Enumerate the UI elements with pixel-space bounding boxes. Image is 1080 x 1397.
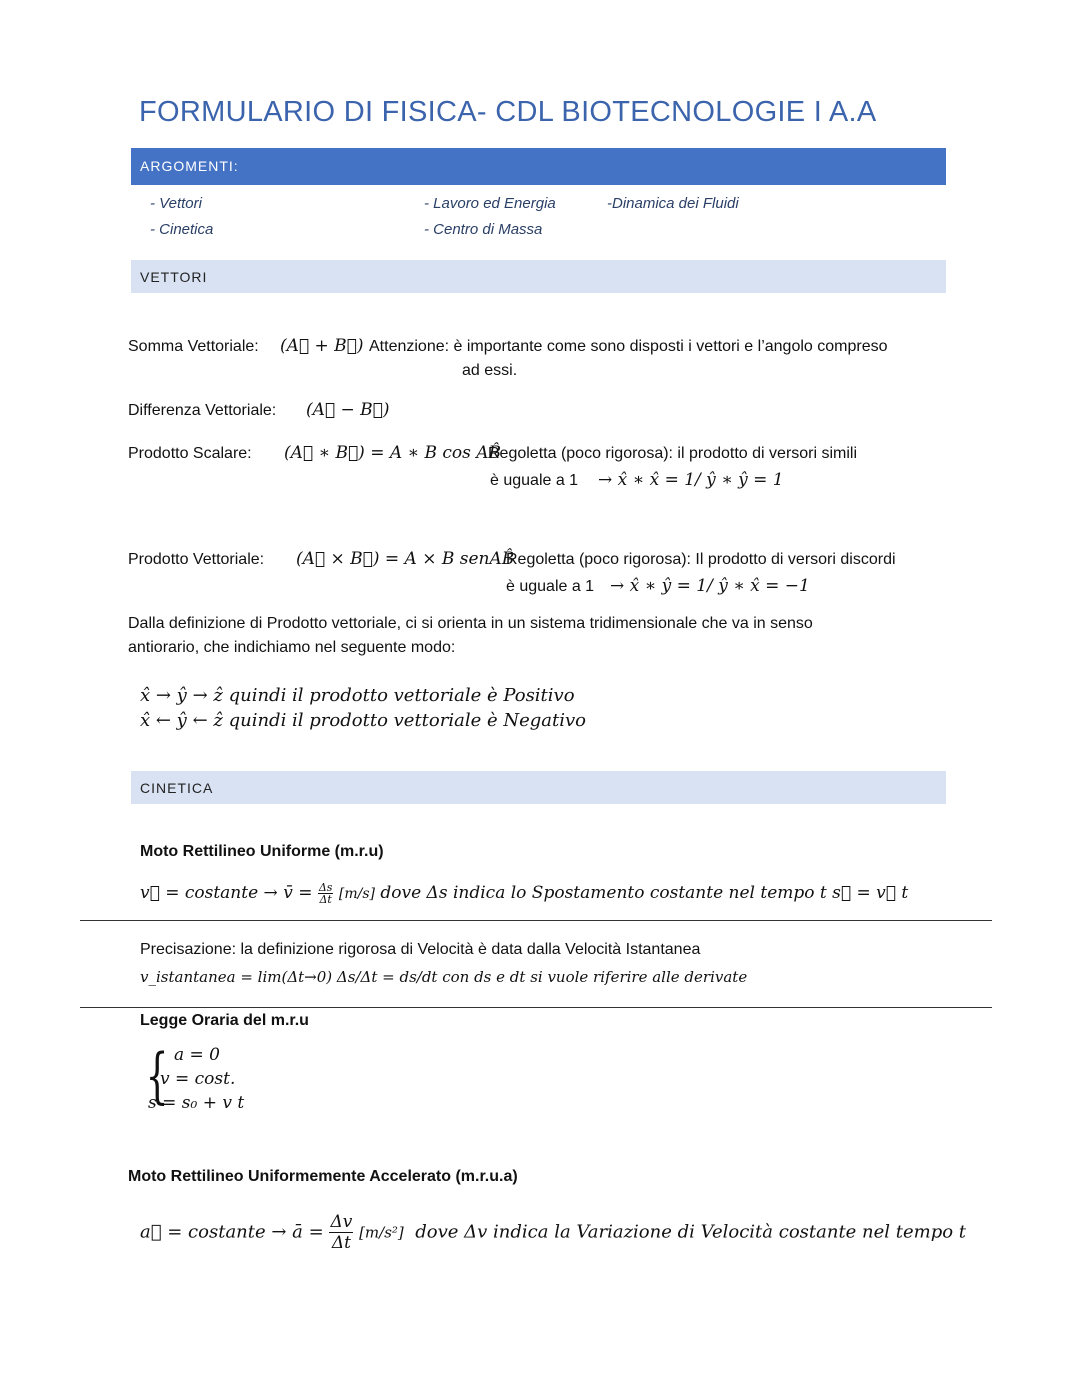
numerator: Δs <box>318 881 333 894</box>
vettoriale-note-2: è uguale a 1 <box>506 578 595 595</box>
precisazione-text: Precisazione: la definizione rigorosa di Velocità è data dalla Velocità Istantanea <box>140 941 701 958</box>
legge-line: v = cost. <box>160 1069 236 1089</box>
topic-vettori: - Vettori <box>150 195 202 212</box>
document-title: FORMULARIO DI FISICA- CDL BIOTECNOLOGIE I A.A <box>139 96 877 128</box>
mru-title: Moto Rettilineo Uniforme (m.r.u) <box>140 843 384 860</box>
definizione-text-2: antiorario, che indichiamo nel seguente modo: <box>128 639 456 656</box>
section-header-vettori <box>131 260 946 293</box>
section-header-argomenti <box>131 148 946 185</box>
scalare-formula: (A⃗ ∗ B⃗) = A ∗ B cos AB̂ <box>284 443 502 463</box>
mru-formula-left: v⃗ = costante → v̄ = <box>140 883 313 903</box>
vettoriale-formula: (A⃗ × B⃗) = A × B senAB̂ <box>296 549 515 569</box>
vettoriale-label: Prodotto Vettoriale: <box>128 551 265 568</box>
mru-fraction <box>318 882 334 905</box>
scalare-note-2: è uguale a 1 <box>490 472 579 489</box>
scalare-note-math: → x̂ ∗ x̂ = 1/ ŷ ∗ ŷ = 1 <box>598 470 784 490</box>
topic-centro-massa: - Centro di Massa <box>424 221 543 238</box>
topic-cinetica: - Cinetica <box>150 221 214 238</box>
differenza-formula: (A⃗ − B⃗) <box>306 400 390 420</box>
topic-lavoro: - Lavoro ed Energia <box>424 195 556 212</box>
numerator: Δv <box>330 1212 353 1232</box>
attenzione-note: Attenzione: è importante come sono disposti i vettori e l’angolo compreso <box>369 338 888 355</box>
orientation-positive: x̂ → ŷ → ẑ quindi il prodotto vettoriale è Positivo <box>140 685 575 706</box>
mrua-formula <box>140 1212 966 1253</box>
section-label: CINETICA <box>140 780 214 796</box>
mrua-unit: [m/s²] <box>359 1223 404 1242</box>
legge-oraria-title: Legge Oraria del m.r.u <box>140 1012 309 1029</box>
denominator: Δt <box>319 893 332 906</box>
mru-formula <box>140 882 908 905</box>
mrua-formula-left: a⃗ = costante → ā = <box>140 1221 324 1243</box>
vettoriale-note-math: → x̂ ∗ ŷ = 1/ ŷ ∗ x̂ = −1 <box>610 576 810 596</box>
mrua-formula-right: dove Δv indica la Variazione di Velocità costante nel tempo t <box>415 1221 967 1243</box>
denominator: Δt <box>331 1233 351 1253</box>
vettoriale-note: Regoletta (poco rigorosa): Il prodotto di versori discordi <box>506 551 896 568</box>
mru-formula-right: dove Δs indica lo Spostamento costante nel tempo t s⃗ = v⃗ t <box>380 883 909 903</box>
mru-unit: [m/s] <box>338 886 375 902</box>
orientation-negative: x̂ ← ŷ ← ẑ quindi il prodotto vettoriale è Negativo <box>140 710 587 731</box>
mrua-title: Moto Rettilineo Uniformemente Accelerato (m.r.u.a) <box>128 1168 518 1185</box>
attenzione-note-2: ad essi. <box>462 362 518 379</box>
legge-line: a = 0 <box>174 1045 221 1065</box>
mrua-fraction <box>329 1212 353 1253</box>
section-label: VETTORI <box>140 269 208 285</box>
differenza-label: Differenza Vettoriale: <box>128 402 277 419</box>
section-header-cinetica <box>131 771 946 804</box>
somma-label: Somma Vettoriale: <box>128 338 259 355</box>
scalare-label: Prodotto Scalare: <box>128 445 252 462</box>
system-brace: { <box>145 1041 169 1111</box>
section-label: ARGOMENTI: <box>140 158 239 174</box>
divider <box>80 1007 992 1008</box>
legge-line: s = s₀ + v t <box>148 1093 245 1113</box>
topic-fluidi: -Dinamica dei Fluidi <box>607 195 739 212</box>
somma-formula: (A⃗ + B⃗) <box>280 336 364 356</box>
scalare-note: Regoletta (poco rigorosa): il prodotto di versori simili <box>488 445 858 462</box>
divider <box>80 920 992 921</box>
definizione-text: Dalla definizione di Prodotto vettoriale, ci si orienta in un sistema tridimensionale che va in senso <box>128 615 813 632</box>
istantanea-formula: v_istantanea = lim(Δt→0) Δs/Δt = ds/dt con ds e dt si vuole riferire alle derivate <box>140 968 748 986</box>
